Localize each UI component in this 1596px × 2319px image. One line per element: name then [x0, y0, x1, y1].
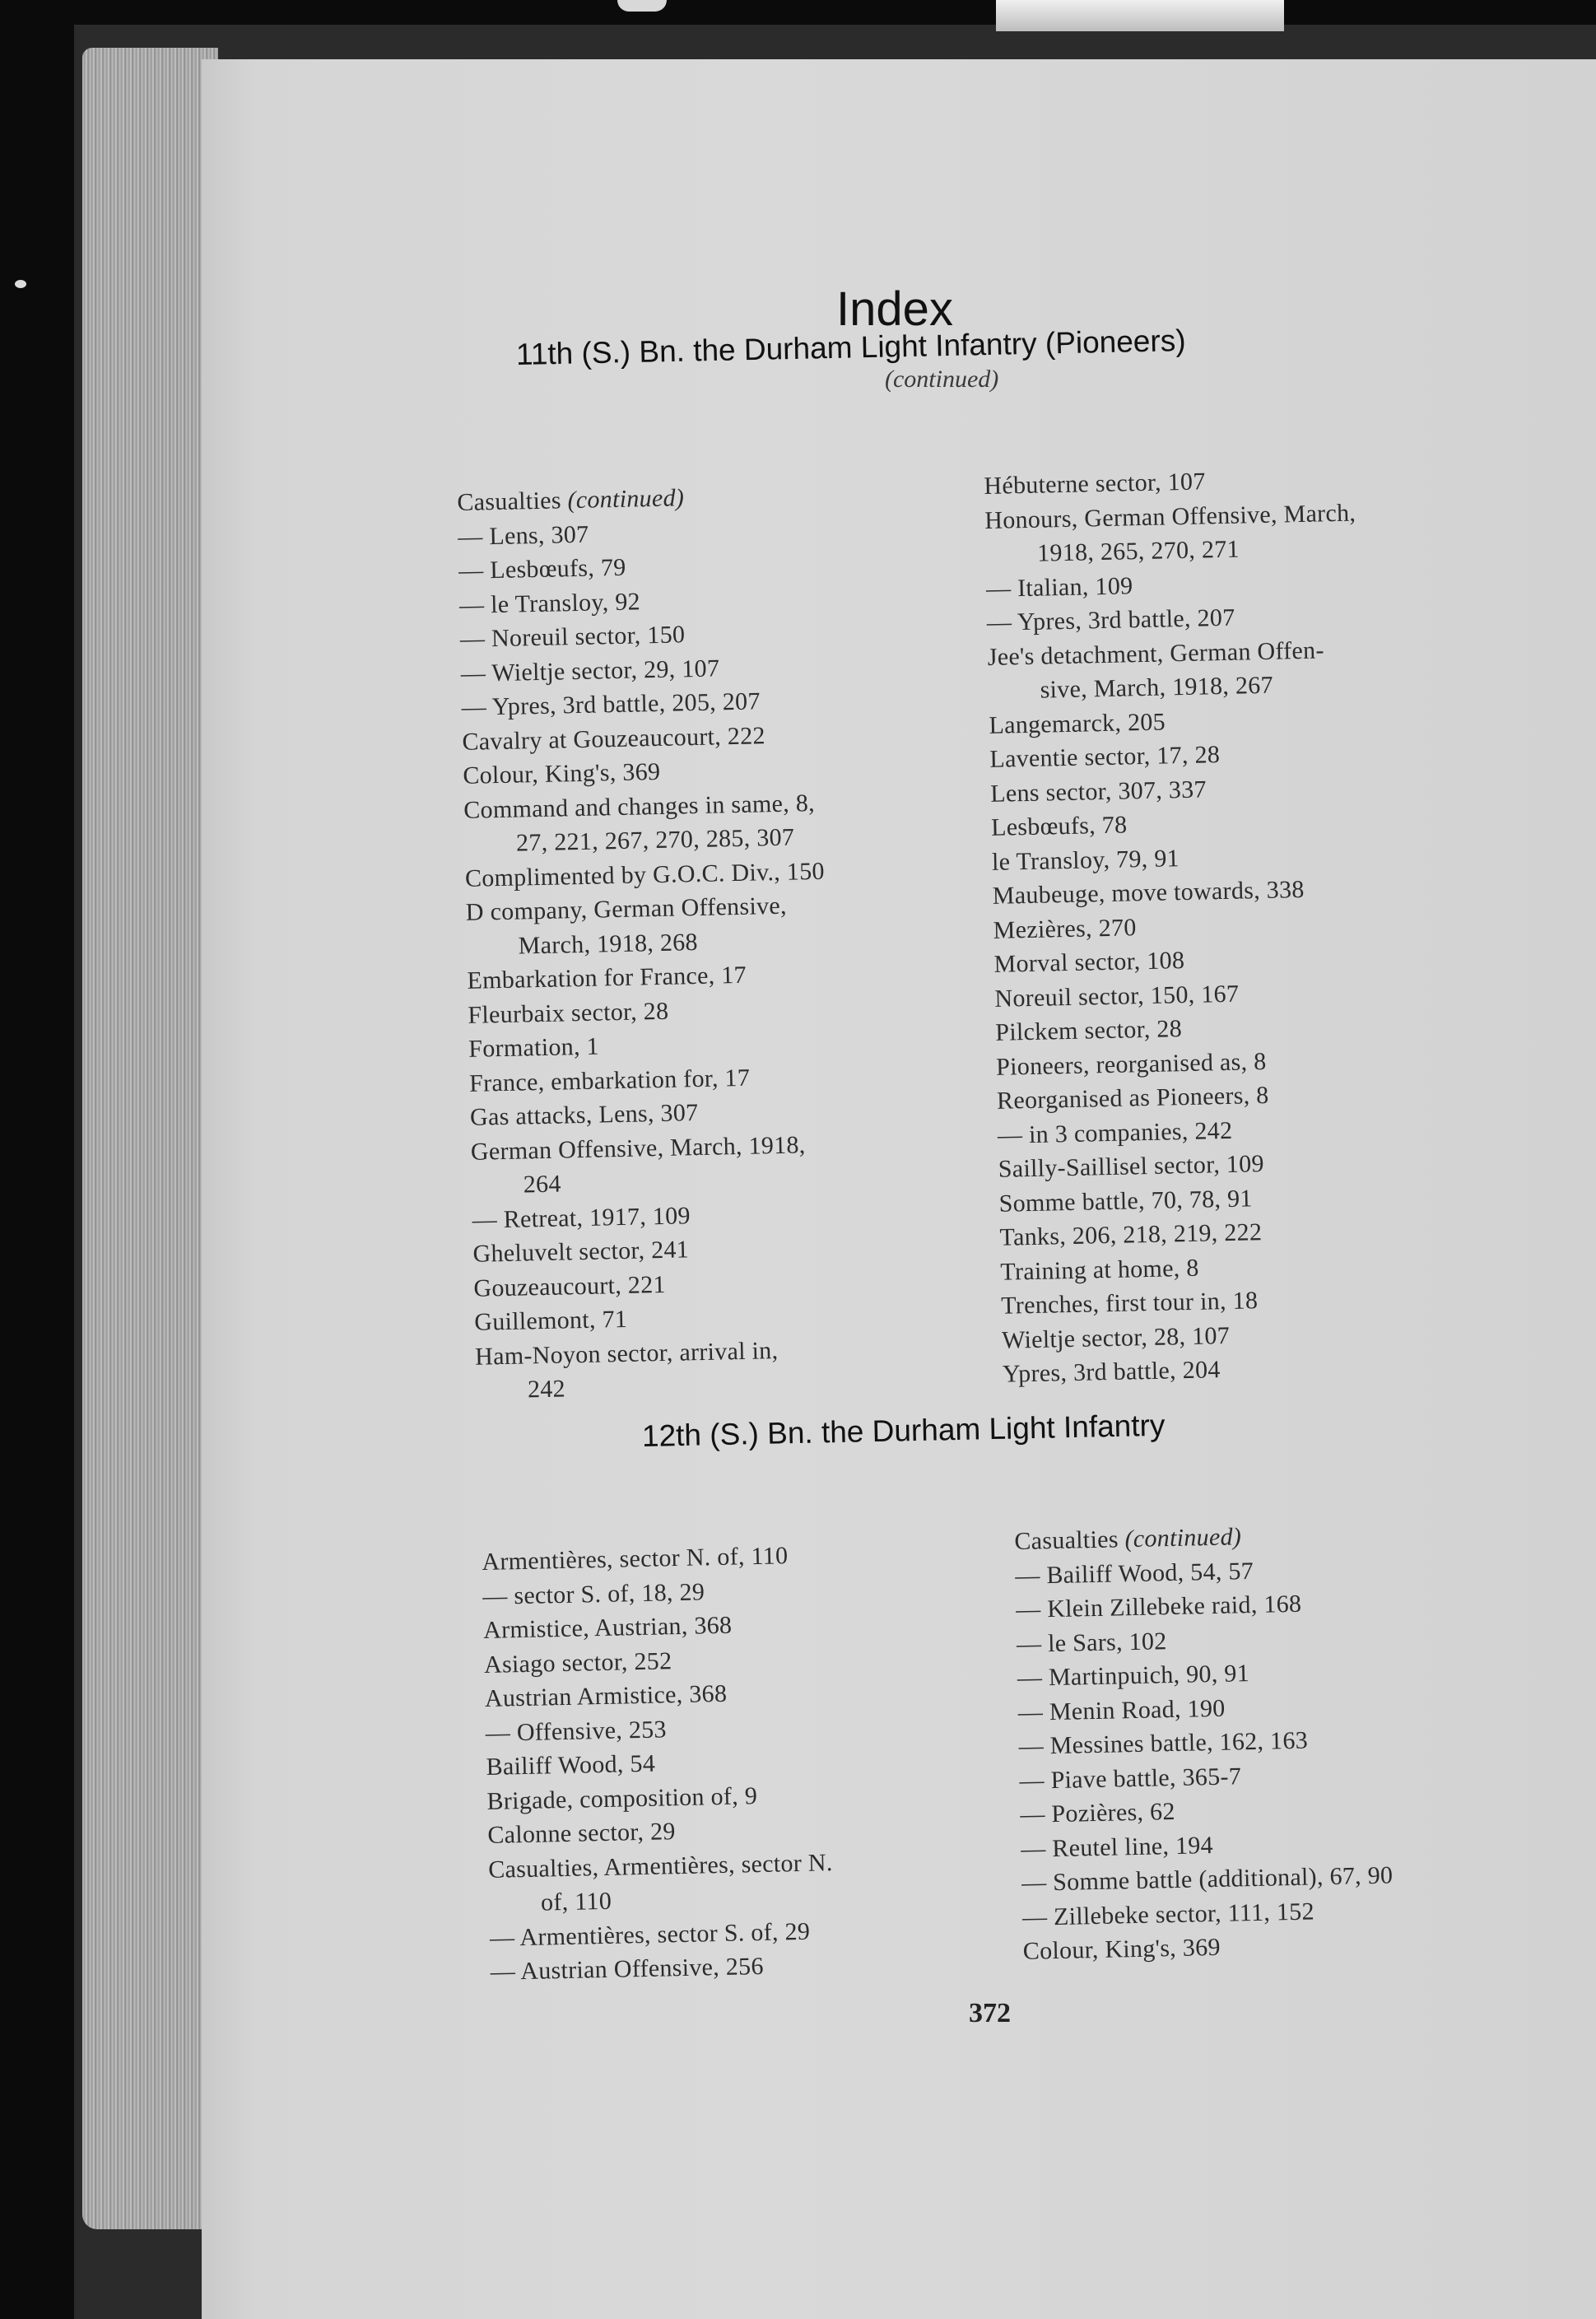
index-entry-text: — Italian, 109	[985, 571, 1133, 603]
index-entry-text: — Bailiff Wood, 54, 57	[1014, 1557, 1254, 1590]
section-heading-11th: 11th (S.) Bn. the Durham Light Infantry (Pioneers)	[515, 323, 1186, 371]
index-entry-text: Austrian Armistice, 368	[484, 1679, 728, 1712]
index-entry-text: Trenches, first tour in, 18	[1000, 1287, 1259, 1320]
index-entry-text: Armentières, sector N. of, 110	[482, 1542, 789, 1576]
index-entry-text: 1918, 265, 270, 271	[1036, 535, 1240, 567]
index-entry-text: — Lesbœufs, 79	[458, 553, 626, 584]
index-entry-text: Pilckem sector, 28	[994, 1015, 1183, 1046]
index-entry-text: — Messines battle, 162, 163	[1018, 1726, 1309, 1760]
index-entry-text: — Noreuil sector, 150	[459, 621, 686, 653]
index-entry-text: Tanks, 206, 218, 219, 222	[999, 1218, 1263, 1251]
index-entry-text: — Martinpuich, 90, 91	[1017, 1660, 1250, 1692]
index-entry-text: — Ypres, 3rd battle, 207	[986, 603, 1235, 636]
index-entry-text: — Klein Zillebeke raid, 168	[1015, 1590, 1302, 1623]
index-entry-text: Hébuterne sector, 107	[984, 468, 1206, 500]
index-entry-text: Gheluvelt sector, 241	[472, 1236, 690, 1268]
index-entry-text: sive, March, 1918, 267	[1040, 671, 1274, 704]
page-edges	[82, 48, 218, 2229]
index-page	[202, 59, 1596, 2319]
photo-speck	[15, 280, 26, 288]
index-entry-text: Colour, King's, 369	[463, 757, 661, 789]
index-entry-text: Bailiff Wood, 54	[486, 1749, 656, 1781]
index-entry-text: Reorganised as Pioneers, 8	[996, 1081, 1269, 1115]
index-entry-text: Embarkation for France, 17	[467, 961, 747, 994]
index-entry-text: Complimented by G.O.C. Div., 150	[464, 857, 826, 892]
index-column-11th-left	[457, 475, 986, 1408]
index-entry-text: Sailly-Saillisel sector, 109	[998, 1150, 1265, 1183]
index-entry-text: le Transloy, 79, 91	[991, 844, 1180, 876]
index-entry-text: Langemarck, 205	[989, 707, 1166, 739]
index-entry-text: — Armentières, sector S. of, 29	[489, 1917, 811, 1952]
index-entry-text: Guillemont, 71	[473, 1305, 628, 1336]
page-number: 372	[969, 1998, 1011, 2028]
index-entry-text: Laventie sector, 17, 28	[989, 741, 1221, 773]
index-entry-note: (continued)	[1124, 1523, 1242, 1553]
photo-edge	[996, 0, 1284, 31]
section-subheading-11th: (continued)	[885, 366, 999, 393]
index-entry-text: Colour, King's, 369	[1022, 1933, 1221, 1965]
index-entry-text: D company, German Offensive,	[465, 892, 788, 926]
index-entry-text: Honours, German Offensive, March,	[984, 499, 1356, 534]
index-entry-text: — in 3 companies, 242	[997, 1116, 1233, 1149]
index-entry-text: — Retreat, 1917, 109	[472, 1201, 691, 1234]
index-entry-text: France, embarkation for, 17	[468, 1064, 751, 1097]
index-entry-text: Noreuil sector, 150, 167	[994, 980, 1240, 1013]
index-entry-text: Mezières, 270	[993, 913, 1137, 944]
index-entry-text: Ypres, 3rd battle, 204	[1002, 1356, 1221, 1388]
index-entry-note: (continued)	[567, 484, 685, 515]
index-entry-text: Brigade, composition of, 9	[486, 1781, 758, 1815]
index-entry-text: — Austrian Offensive, 256	[490, 1952, 765, 1986]
index-entry-text: Training at home, 8	[1000, 1254, 1199, 1286]
photo-speck	[617, 0, 667, 12]
index-entry-text: Casualties	[457, 487, 568, 516]
index-entry-text: Maubeuge, move towards, 338	[992, 875, 1305, 910]
index-entry-text: — le Transloy, 92	[458, 587, 641, 619]
index-entry-text: — Lens, 307	[457, 520, 589, 551]
index-entry-text: Command and changes in same, 8,	[463, 789, 816, 824]
index-entry-text: Jee's detachment, German Offen-	[987, 636, 1325, 671]
index-entry-text: — Wieltje sector, 29, 107	[460, 654, 720, 687]
index-entry-text: — Offensive, 253	[485, 1715, 668, 1747]
index-entry-text: Ham-Noyon sector, arrival in,	[474, 1336, 779, 1371]
section-heading-12th: 12th (S.) Bn. the Durham Light Infantry	[641, 1408, 1166, 1453]
index-entry-text: Asiago sector, 252	[483, 1646, 672, 1679]
index-entry-text: 27, 221, 267, 270, 285, 307	[515, 823, 795, 857]
index-entry-text: — Pozières, 62	[1020, 1797, 1176, 1828]
index-entry-text: — sector S. of, 18, 29	[482, 1577, 705, 1610]
index-entry-text: Lesbœufs, 78	[990, 811, 1128, 841]
index-entry-text: — Reutel line, 194	[1020, 1831, 1214, 1863]
index-entry-text: Lens sector, 307, 337	[989, 775, 1207, 808]
index-column-12th-right	[1014, 1513, 1566, 1968]
index-entry-text: Casualties, Armentières, sector N.	[487, 1848, 833, 1884]
index-column-11th-right	[984, 459, 1529, 1392]
index-entry-text: — Somme battle (additional), 67, 90	[1021, 1861, 1394, 1897]
index-entry-text: Casualties	[1014, 1525, 1125, 1555]
index-entry-text: March, 1918, 268	[518, 928, 699, 960]
index-entry-text: Calonne sector, 29	[487, 1818, 676, 1849]
index-entry-text: — le Sars, 102	[1016, 1627, 1167, 1658]
index-entry-text: Gas attacks, Lens, 307	[469, 1099, 699, 1131]
index-entry-text: 242	[527, 1375, 566, 1404]
index-entry-text: Fleurbaix sector, 28	[468, 997, 669, 1029]
index-entry-text: Formation, 1	[468, 1032, 600, 1063]
index-entry-text: Gouzeaucourt, 221	[473, 1270, 667, 1302]
index-entry-text: — Ypres, 3rd battle, 205, 207	[461, 687, 761, 721]
index-entry-text: — Zillebeke sector, 111, 152	[1021, 1897, 1315, 1931]
index-entry-text: 264	[523, 1170, 562, 1199]
index-entry-text: Pioneers, reorganised as, 8	[995, 1047, 1267, 1081]
index-column-12th-left	[482, 1534, 1017, 1990]
index-entry-text: of, 110	[540, 1887, 612, 1916]
index-entry-text: Armistice, Austrian, 368	[482, 1611, 733, 1644]
index-entry-text: German Offensive, March, 1918,	[470, 1130, 806, 1166]
index-entry-text: Wieltje sector, 28, 107	[1001, 1321, 1231, 1354]
index-entry-text: Morval sector, 108	[993, 947, 1185, 978]
index-entry-text: — Piave battle, 365-7	[1019, 1762, 1242, 1795]
index-entry-text: — Menin Road, 190	[1017, 1694, 1226, 1726]
index-entry-text: Somme battle, 70, 78, 91	[998, 1184, 1253, 1218]
index-entry-text: Cavalry at Gouzeaucourt, 222	[462, 721, 766, 756]
page-title: Index	[836, 282, 953, 336]
